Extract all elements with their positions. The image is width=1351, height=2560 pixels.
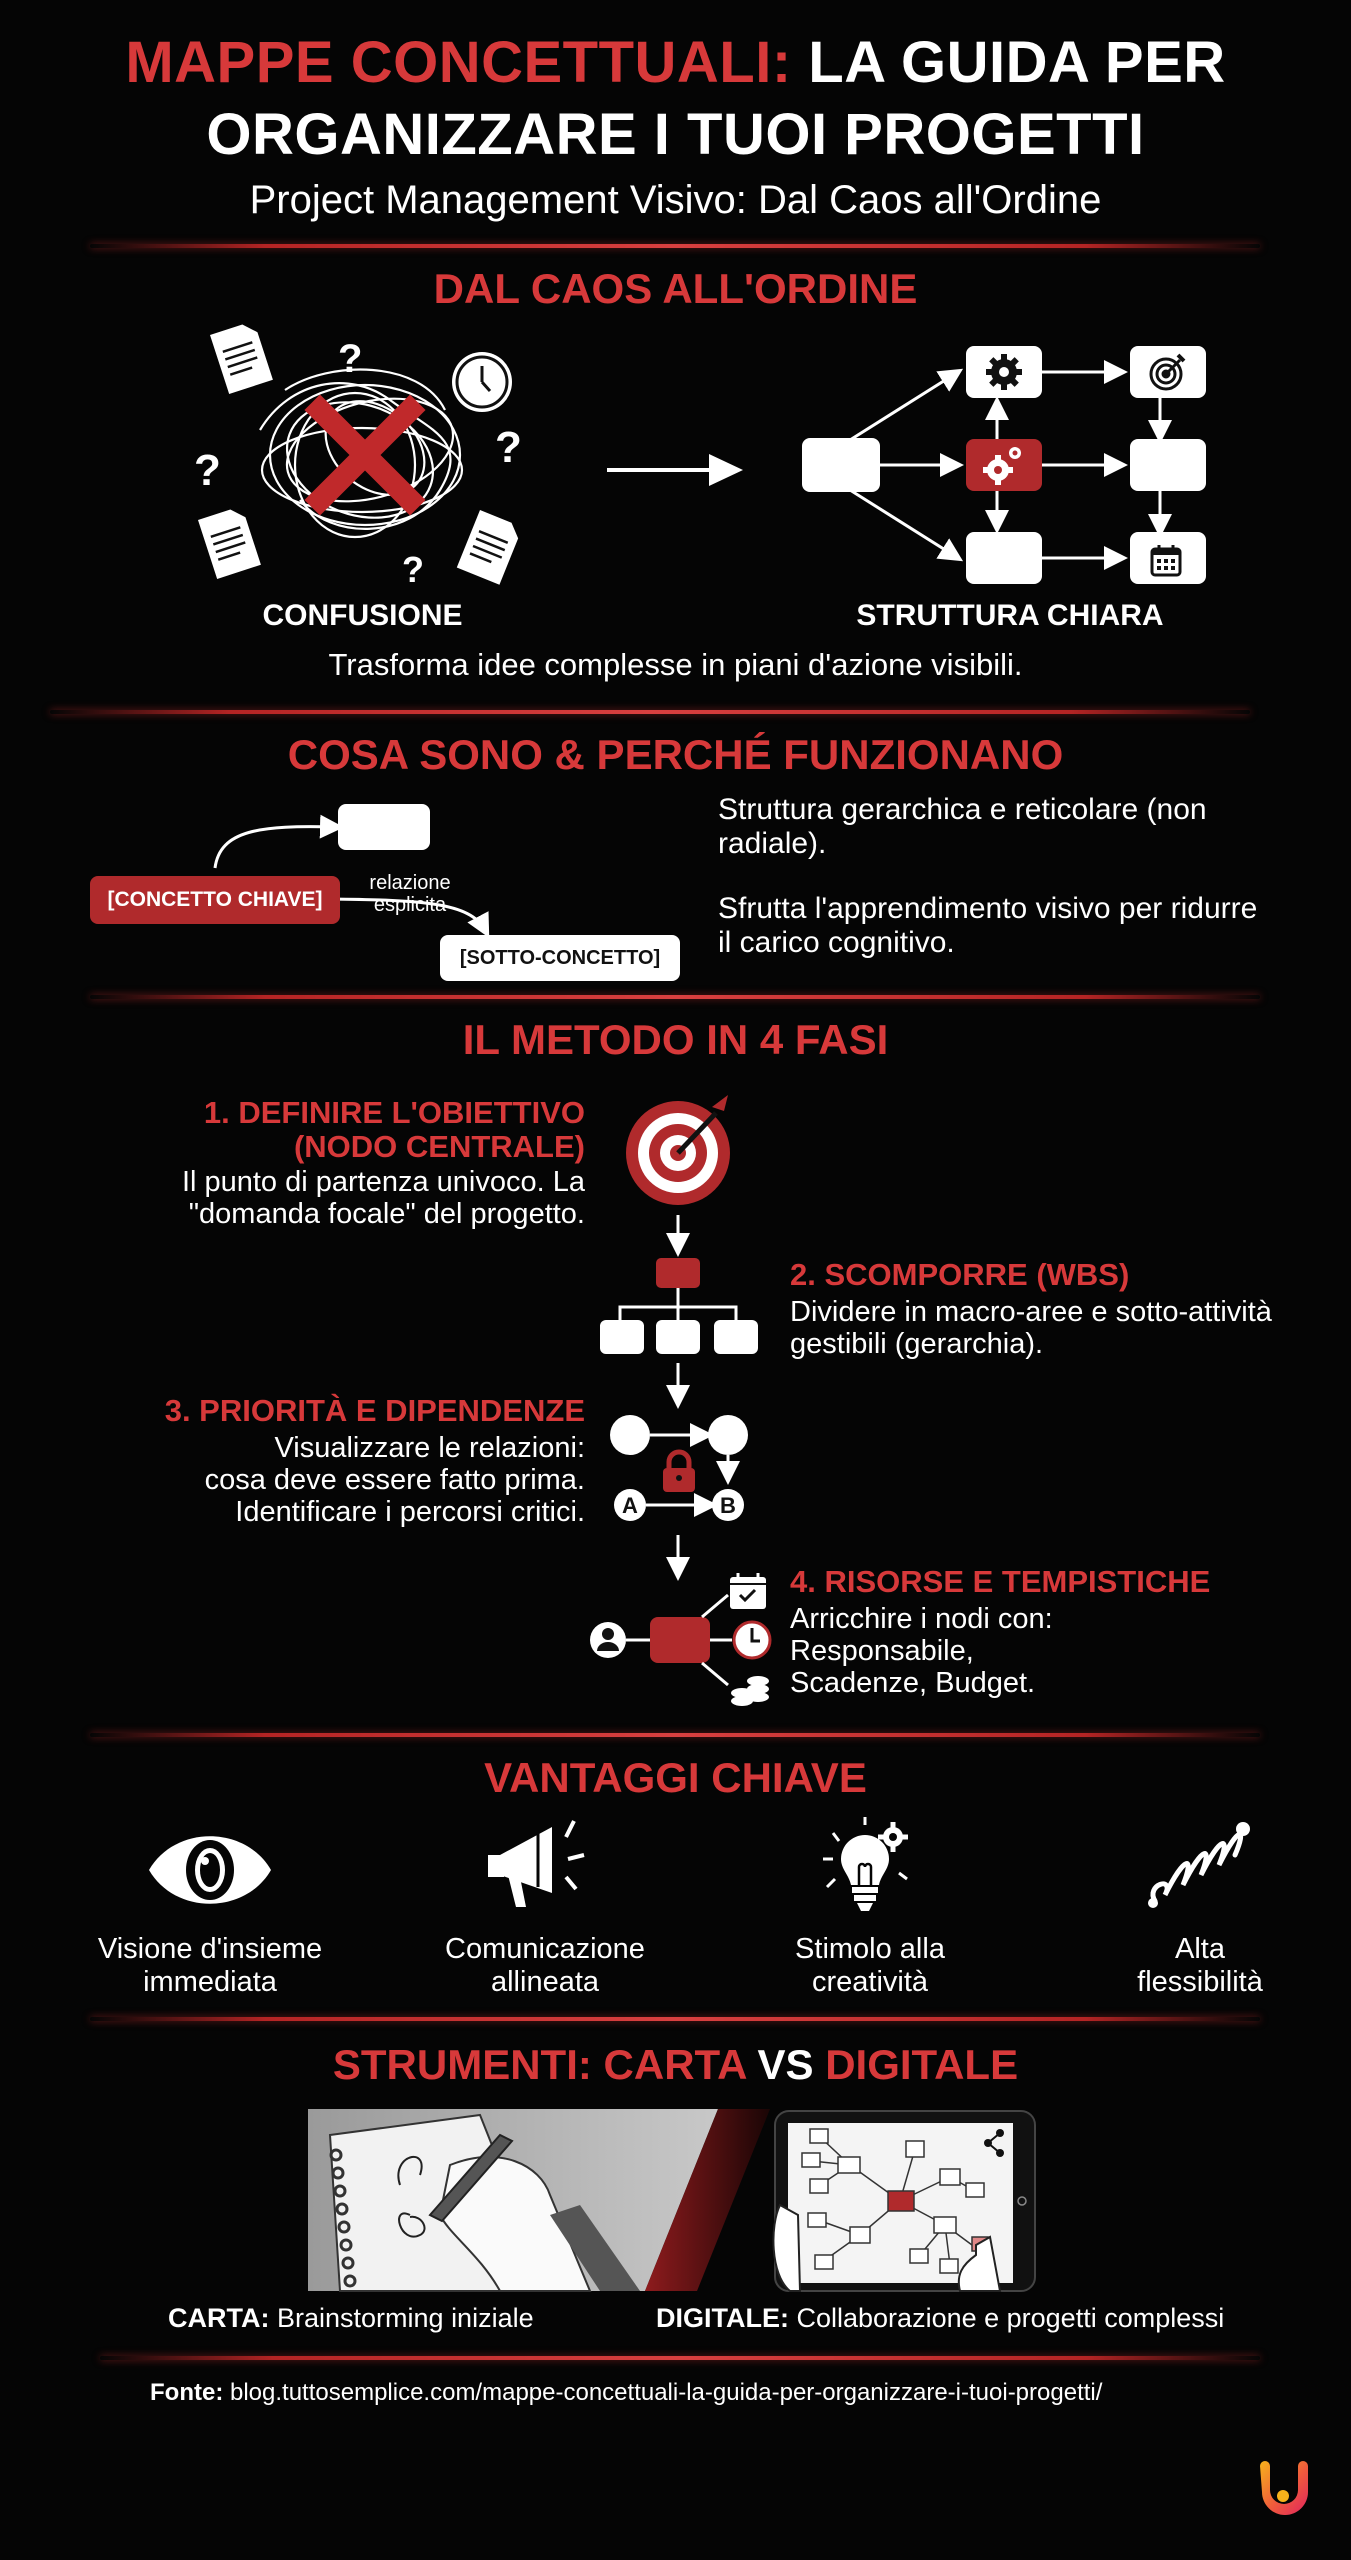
divider xyxy=(90,995,1260,999)
svg-text:?: ? xyxy=(194,446,221,495)
structure-diagram xyxy=(800,340,1220,600)
chaos-caption: Trasforma idee complesse in piani d'azione visibili. xyxy=(328,647,1023,682)
source-line: Fonte: blog.tuttosemplice.com/mappe-concettuali-la-guida-per-organizzare-i-tuoi-progetti/ xyxy=(150,2379,1103,2406)
coins-icon xyxy=(731,1676,769,1706)
page-title-line1 xyxy=(0,30,1351,96)
section-heading-tools: STRUMENTI: CARTA VS DIGITALE xyxy=(332,2041,1019,2088)
title-white: LA GUIDA PER xyxy=(808,30,1226,95)
tuttosemplice-logo xyxy=(1252,2460,1314,2522)
source-link[interactable]: blog.tuttosemplice.com/mappe-concettuali-la-guida-per-organizzare-i-tuoi-progetti/ xyxy=(229,2379,1103,2406)
key-concept-node: [CONCETTO CHIAVE] xyxy=(90,876,340,924)
spring-icon xyxy=(1135,1815,1265,1915)
divider xyxy=(50,710,1250,714)
method-flow xyxy=(580,1095,780,1715)
svg-text:?: ? xyxy=(338,337,363,381)
arrow-right-icon xyxy=(605,450,745,490)
hierarchy-icon xyxy=(600,1258,758,1354)
resources-icon xyxy=(590,1573,770,1706)
person-icon xyxy=(590,1622,626,1658)
dependency-lock-icon xyxy=(610,1415,748,1521)
paper-caption: CARTA: Brainstorming iniziale xyxy=(168,2303,534,2333)
what-point-1: Struttura gerarchica e reticolare (non radiale). xyxy=(718,793,1207,860)
header xyxy=(0,30,1351,224)
concept-map-example xyxy=(90,790,690,980)
svg-text:A: A xyxy=(622,1493,638,1518)
lock-icon xyxy=(663,1452,695,1492)
step-1: 1. DEFINIRE L'OBIETTIVO (NODO CENTRALE) Il punto di partenza univoco. La "domanda focale" del progetto. xyxy=(181,1095,585,1230)
calendar-check-icon xyxy=(730,1573,766,1609)
tablet-mindmap-icon xyxy=(773,2111,1035,2291)
benefit-item: Alta flessibilità xyxy=(1050,1815,1350,1999)
clock-icon xyxy=(734,1622,770,1658)
title-red: MAPPE CONCETTUALI: xyxy=(125,30,792,95)
page-subtitle: Project Management Visivo: Dal Caos all'Ordine xyxy=(249,178,1102,222)
page-title-line2: ORGANIZZARE I TUOI PROGETTI xyxy=(206,102,1145,167)
benefit-item: Visione d'insieme immediata xyxy=(60,1825,360,1999)
gear-icon xyxy=(986,354,1022,390)
section-heading-chaos: DAL CAOS ALL'ORDINE xyxy=(433,265,918,312)
step-3: 3. PRIORITÀ E DIPENDENZE Visualizzare le relazioni: cosa deve essere fatto prima. Identificare i percorsi critici. xyxy=(164,1393,585,1528)
section-heading-what: COSA SONO & PERCHÉ FUNZIONANO xyxy=(287,731,1064,778)
lightbulb-gear-icon xyxy=(805,1815,935,1915)
divider xyxy=(90,1733,1260,1737)
divider xyxy=(100,2356,1260,2360)
step-4: 4. RISORSE E TEMPISTICHE Arricchire i nodi con: Responsabile, Scadenze, Budget. xyxy=(790,1564,1211,1699)
digital-caption: DIGITALE: Collaborazione e progetti complessi xyxy=(656,2303,1225,2333)
benefit-item: Comunicazione allineata xyxy=(395,1815,695,1999)
empty-node xyxy=(338,804,430,850)
confusion-illustration xyxy=(190,320,550,590)
benefit-item: Stimolo alla creatività xyxy=(720,1815,1020,1999)
divider xyxy=(90,2017,1260,2021)
svg-text:?: ? xyxy=(495,423,522,472)
what-point-2: Sfrutta l'apprendimento visivo per ridurre il carico cognitivo. xyxy=(718,892,1258,959)
benefits-row xyxy=(60,1825,1310,2005)
svg-text:B: B xyxy=(720,1493,736,1518)
eye-icon xyxy=(145,1825,275,1915)
step-2: 2. SCOMPORRE (WBS) Dividere in macro-aree e sotto-attività gestibili (gerarchia). xyxy=(790,1257,1272,1360)
relation-label: relazione esplicita xyxy=(369,872,451,916)
section-heading-benefits: VANTAGGI CHIAVE xyxy=(484,1754,867,1801)
section-heading-method: IL METODO IN 4 FASI xyxy=(462,1016,889,1063)
structure-label: STRUTTURA CHIARA xyxy=(856,599,1164,632)
red-x-icon xyxy=(320,410,410,500)
svg-text:?: ? xyxy=(402,549,424,590)
sub-concept-node: [SOTTO-CONCETTO] xyxy=(440,935,680,981)
divider xyxy=(90,244,1260,248)
clock-icon xyxy=(452,352,512,412)
target-icon xyxy=(626,1095,730,1205)
megaphone-icon xyxy=(480,1815,610,1915)
tools-illustration xyxy=(300,2105,1080,2295)
confusion-label: CONFUSIONE xyxy=(262,599,463,632)
